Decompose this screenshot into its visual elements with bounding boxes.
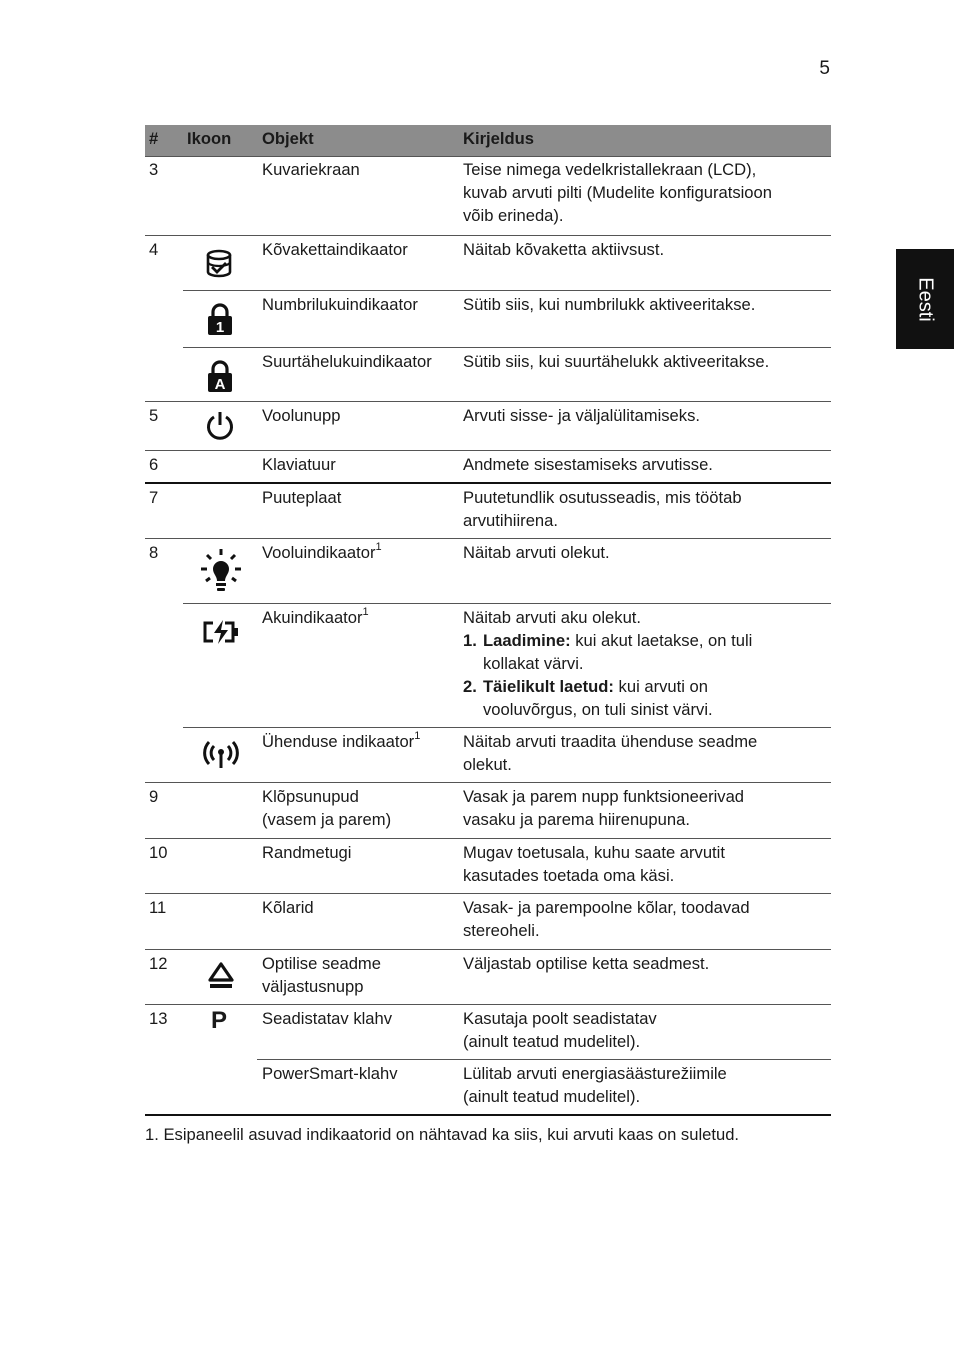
desc-line: vasaku ja parema hiirenupuna. xyxy=(463,810,690,829)
desc-line: Vasak- ja parempoolne kõlar, toodavad xyxy=(463,898,750,917)
footnote-ref: 1 xyxy=(414,730,421,743)
table-bottom-border xyxy=(145,1114,831,1116)
row-object: Klaviatuur xyxy=(262,455,336,474)
row-description xyxy=(463,896,829,942)
row-description: Väljastab optilise ketta seadmest. xyxy=(463,954,710,973)
table-row xyxy=(145,728,831,783)
row-num: 7 xyxy=(149,488,159,507)
row-object xyxy=(262,541,457,564)
row-num: 4 xyxy=(149,240,159,259)
row-object: Kõvakettaindikaator xyxy=(262,240,408,259)
list-item-text xyxy=(483,675,713,721)
power-icon xyxy=(204,410,236,442)
row-num: 6 xyxy=(149,455,159,474)
row-num: 10 xyxy=(149,843,168,862)
list-item-text-2: vooluvõrgus, on tuli sinist värvi. xyxy=(483,700,713,719)
row-object: Seadistatav klahv xyxy=(262,1009,393,1028)
row-object xyxy=(262,952,457,998)
header-object: Objekt xyxy=(262,129,314,148)
footnote: 1. Esipaneelil asuvad indikaatorid on nähtavad ka siis, kui arvuti kaas on suletud. xyxy=(145,1125,740,1144)
table-row xyxy=(145,402,831,451)
row-object xyxy=(262,730,457,753)
desc-line: Mugav toetusala, kuhu saate arvutit xyxy=(463,843,725,862)
desc-line: Lülitab arvuti energiasäästurežiimile xyxy=(463,1064,727,1083)
eject-icon xyxy=(208,961,234,991)
num-lock-icon xyxy=(205,301,235,337)
row-description xyxy=(463,785,829,831)
object-line: Klõpsunupud xyxy=(262,787,359,806)
row-object: Numbrilukuindikaator xyxy=(262,295,418,314)
row-object xyxy=(262,606,457,629)
svg-text:1: 1 xyxy=(215,319,225,336)
desc-line: Näitab arvuti traadita ühenduse seadme xyxy=(463,732,758,751)
row-object: PowerSmart-klahv xyxy=(262,1064,398,1083)
desc-line: olekut. xyxy=(463,755,512,774)
row-description: Sütib siis, kui numbrilukk aktiveeritakse. xyxy=(463,295,756,314)
row-description xyxy=(463,606,829,721)
list-item-text-1: kui akut laetakse, on tuli xyxy=(570,631,753,650)
row-num: 5 xyxy=(149,406,159,425)
row-num: 8 xyxy=(149,543,159,562)
component-table xyxy=(145,125,831,1106)
hdd-icon xyxy=(203,248,235,280)
header-description: Kirjeldus xyxy=(463,129,535,148)
desc-line: Teise nimega vedelkristallekraan (LCD), xyxy=(463,160,757,179)
table-row xyxy=(145,539,831,603)
desc-line: Näitab arvuti aku olekut. xyxy=(463,608,642,627)
power-indicator-icon xyxy=(199,547,243,595)
battery-icon xyxy=(201,618,241,646)
object-line: (vasem ja parem) xyxy=(262,810,392,829)
header-icon: Ikoon xyxy=(187,129,232,148)
p-key-icon: P xyxy=(211,1007,228,1034)
table-row xyxy=(145,291,831,347)
row-object: Kuvariekraan xyxy=(262,160,360,179)
row-description xyxy=(463,730,829,776)
table-row xyxy=(145,950,831,1004)
table-row xyxy=(145,604,831,727)
row-num: 3 xyxy=(149,160,159,179)
table-row xyxy=(145,156,831,236)
list-item xyxy=(463,675,829,721)
table-row xyxy=(145,484,831,539)
header-num: # xyxy=(149,129,159,148)
row-description xyxy=(463,1007,829,1053)
row-description: Näitab kõvaketta aktiivsust. xyxy=(463,240,665,259)
list-item-text-2: kollakat värvi. xyxy=(483,654,584,673)
table-row xyxy=(145,839,831,893)
language-tab xyxy=(896,249,954,349)
desc-line: võib erineda). xyxy=(463,206,564,225)
table-row xyxy=(145,894,831,949)
object-line: Optilise seadme xyxy=(262,954,381,973)
caps-lock-icon xyxy=(205,358,235,394)
object-label: Akuindikaator xyxy=(262,608,363,627)
row-description xyxy=(463,841,829,887)
page-number: 5 xyxy=(819,58,830,79)
footnote-ref: 1 xyxy=(375,541,382,554)
row-description: Näitab arvuti olekut. xyxy=(463,543,610,562)
table-row xyxy=(145,236,831,291)
row-description: Sütib siis, kui suurtähelukk aktiveeritakse. xyxy=(463,352,770,371)
table-row xyxy=(145,1005,831,1060)
list-item-text xyxy=(483,629,752,675)
object-label: Vooluindikaator xyxy=(262,543,376,562)
table-row xyxy=(145,348,831,401)
list-number: 2. xyxy=(463,677,477,696)
language-tab-label: Eesti xyxy=(914,276,937,322)
object-line: väljastusnupp xyxy=(262,977,364,996)
list-item-bold: Täielikult laetud: xyxy=(483,677,614,696)
table-row xyxy=(145,783,831,838)
row-description xyxy=(463,158,829,227)
row-description xyxy=(463,1062,829,1108)
wireless-icon xyxy=(200,738,242,770)
desc-line: kuvab arvuti pilti (Mudelite konfiguratsioon xyxy=(463,183,772,202)
desc-line: Puutetundlik osutusseadis, mis töötab xyxy=(463,488,742,507)
desc-line: Vasak ja parem nupp funktsioneerivad xyxy=(463,787,745,806)
row-description: Andmete sisestamiseks arvutisse. xyxy=(463,455,713,474)
table-row xyxy=(145,1060,831,1115)
desc-line: stereoheli. xyxy=(463,921,540,940)
desc-line: Kasutaja poolt seadistatav xyxy=(463,1009,657,1028)
row-object xyxy=(262,785,457,831)
table-row xyxy=(145,451,831,482)
row-object: Randmetugi xyxy=(262,843,352,862)
row-num: 9 xyxy=(149,787,159,806)
row-object: Puuteplaat xyxy=(262,488,342,507)
svg-text:A: A xyxy=(214,376,226,393)
row-num: 11 xyxy=(149,898,167,917)
desc-line: (ainult teatud mudelitel). xyxy=(463,1032,641,1051)
row-object: Voolunupp xyxy=(262,406,341,425)
row-num: 13 xyxy=(149,1009,168,1028)
list-number: 1. xyxy=(463,631,477,650)
row-description xyxy=(463,486,829,532)
row-description: Arvuti sisse- ja väljalülitamiseks. xyxy=(463,406,700,425)
list-item xyxy=(463,629,829,675)
object-label: Ühenduse indikaator xyxy=(262,732,415,751)
list-item-text-1: kui arvuti on xyxy=(613,677,709,696)
row-num: 12 xyxy=(149,954,168,973)
desc-line: (ainult teatud mudelitel). xyxy=(463,1087,641,1106)
table-header xyxy=(145,125,831,157)
list-item-bold: Laadimine: xyxy=(483,631,571,650)
row-object: Suurtähelukuindikaator xyxy=(262,352,432,371)
desc-line: arvutihiirena. xyxy=(463,511,559,530)
desc-line: kasutades toetada oma käsi. xyxy=(463,866,675,885)
row-object: Kõlarid xyxy=(262,898,314,917)
footnote-ref: 1 xyxy=(362,606,369,619)
